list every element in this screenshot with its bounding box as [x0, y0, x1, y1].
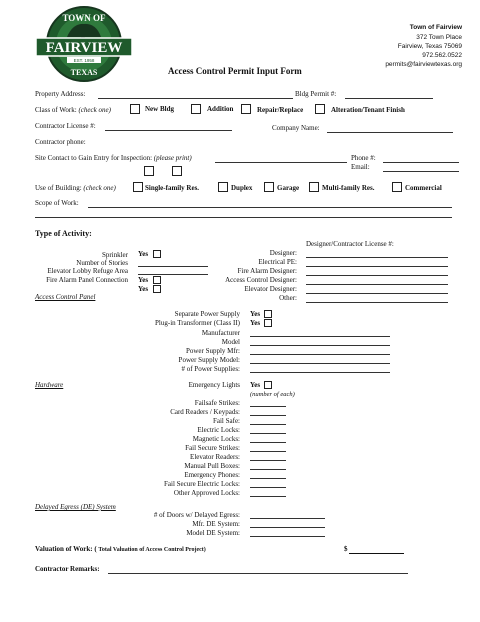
hardware-section-title: Hardware: [35, 381, 64, 389]
hardware-item-field[interactable]: [250, 442, 286, 443]
power-supplies-count-field[interactable]: [250, 372, 390, 373]
svg-text:TOWN OF: TOWN OF: [62, 13, 106, 23]
activity-heading: Type of Activity:: [35, 229, 92, 238]
alteration-checkbox[interactable]: [315, 104, 325, 114]
sprinkler-label: Sprinkler: [101, 251, 128, 259]
emergency-lights-checkbox[interactable]: [264, 381, 272, 389]
repair-replace-checkbox[interactable]: [241, 104, 251, 114]
scope-of-work-field-1[interactable]: [88, 207, 452, 208]
multi-family-checkbox[interactable]: [309, 182, 319, 192]
use-of-building-label: Use of Building: (check one): [35, 184, 116, 192]
svg-text:EST. 1958: EST. 1958: [73, 58, 95, 63]
email-label: Email:: [351, 163, 370, 171]
acp-yes: Yes: [138, 285, 149, 293]
electrical-pe-label: Electrical PE:: [258, 258, 297, 266]
hardware-item-label: Failsafe Strikes:: [194, 399, 240, 407]
transformer-checkbox[interactable]: [264, 319, 272, 327]
scope-of-work-field-2[interactable]: [35, 217, 452, 218]
hardware-item-label: Magnetic Locks:: [192, 435, 240, 443]
town-city: Fairview, Texas 75069: [397, 43, 462, 50]
power-supply-model-field[interactable]: [250, 363, 390, 364]
alteration-label: Alteration/Tenant Finish: [331, 106, 405, 114]
de-model-label: Model DE System:: [186, 529, 240, 537]
phone-label: Phone #:: [351, 154, 376, 162]
access-control-designer-field[interactable]: [306, 284, 448, 285]
logo-name: FAIRVIEW: [45, 40, 123, 56]
alarm-panel-label: Fire Alarm Panel Connection: [46, 276, 128, 284]
other-field[interactable]: [306, 302, 448, 303]
duplex-label: Duplex: [231, 184, 253, 192]
access-control-designer-label: Access Control Designer:: [225, 276, 297, 284]
hardware-item-label: Emergency Phones:: [184, 471, 240, 479]
multi-family-label: Multi-family Res.: [322, 184, 375, 192]
property-address-field[interactable]: [98, 98, 293, 99]
elevator-designer-label: Elevator Designer:: [244, 285, 297, 293]
duplex-checkbox[interactable]: [218, 182, 228, 192]
new-bldg-label: New Bldg: [145, 105, 174, 113]
de-doors-label: # of Doors w/ Delayed Egress:: [153, 511, 240, 519]
alarm-panel-yes-checkbox[interactable]: [153, 276, 161, 284]
valuation-label: Valuation of Work: ( Total Valuation of Access Control Project): [35, 545, 206, 553]
stories-field[interactable]: [138, 266, 208, 267]
hardware-item-label: Fail Secure Electric Locks:: [164, 480, 240, 488]
de-doors-field[interactable]: [250, 518, 325, 519]
lobby-refuge-label: Elevator Lobby Refuge Area: [47, 267, 128, 275]
hardware-item-field[interactable]: [250, 496, 286, 497]
stories-label: Number of Stories: [76, 259, 128, 267]
manufacturer-label: Manufacturer: [201, 329, 240, 337]
hardware-item-field[interactable]: [250, 487, 286, 488]
town-seal-logo: [31, 4, 137, 84]
designer-label: Designer:: [269, 249, 297, 257]
de-model-field[interactable]: [250, 536, 325, 537]
separate-power-label: Separate Power Supply: [174, 310, 240, 318]
de-mfr-field[interactable]: [250, 527, 325, 528]
alarm-panel-yes: Yes: [138, 276, 149, 284]
hardware-item-field[interactable]: [250, 433, 286, 434]
contractor-remarks-label: Contractor Remarks:: [35, 565, 100, 573]
designer-license-label: Designer/Contractor License #:: [306, 240, 394, 248]
model-field[interactable]: [250, 345, 390, 346]
sprinkler-yes-checkbox[interactable]: [153, 250, 161, 258]
site-contact-field[interactable]: [215, 162, 347, 163]
hardware-item-label: Elevator Readers:: [190, 453, 240, 461]
separate-power-yes: Yes: [250, 310, 261, 318]
contractor-license-label: Contractor License #:: [35, 122, 96, 130]
garage-label: Garage: [277, 184, 300, 192]
emergency-lights-yes: Yes: [250, 381, 261, 389]
plug-in-transformer-label: Plug-in Transformer (Class II): [155, 319, 240, 327]
fire-alarm-designer-field[interactable]: [306, 275, 448, 276]
valuation-dollar: $: [344, 545, 348, 553]
hardware-item-field[interactable]: [250, 469, 286, 470]
separate-power-checkbox[interactable]: [264, 310, 272, 318]
bldg-permit-label: Bldg Permit #:: [295, 90, 337, 98]
sprinkler-yes: Yes: [138, 250, 149, 258]
de-mfr-label: Mfr. DE System:: [192, 520, 240, 528]
commercial-checkbox[interactable]: [392, 182, 402, 192]
garage-checkbox[interactable]: [264, 182, 274, 192]
property-address-label: Property Address:: [35, 90, 86, 98]
addition-label: Addition: [207, 105, 234, 113]
repair-replace-label: Repair/Replace: [257, 106, 304, 114]
hardware-item-label: Fail Safe:: [212, 417, 240, 425]
hardware-item-field[interactable]: [250, 406, 286, 407]
hardware-item-label: Electric Locks:: [197, 426, 240, 434]
blank-checkbox-2[interactable]: [172, 166, 182, 176]
fire-alarm-designer-label: Fire Alarm Designer:: [237, 267, 297, 275]
de-section-title: Delayed Egress (DE) System: [35, 503, 116, 511]
hardware-item-field[interactable]: [250, 478, 286, 479]
form-title: Access Control Permit Input Form: [168, 66, 302, 76]
designer-field[interactable]: [306, 257, 448, 258]
power-supply-mfr-field[interactable]: [250, 354, 390, 355]
town-name: Town of Fairview: [409, 24, 462, 31]
valuation-field[interactable]: [349, 553, 404, 554]
new-bldg-checkbox[interactable]: [130, 104, 140, 114]
commercial-label: Commercial: [405, 184, 442, 192]
contractor-remarks-field[interactable]: [108, 573, 408, 574]
contractor-phone-label: Contractor phone:: [35, 138, 86, 146]
site-contact-label: Site Contact to Gain Entry for Inspection: (please print): [35, 154, 192, 162]
hardware-item-label: Fail Secure Strikes:: [185, 444, 240, 452]
single-family-label: Single-family Res.: [145, 184, 200, 192]
town-phone: 972.562.0522: [422, 52, 462, 59]
contractor-license-field[interactable]: [105, 130, 232, 131]
phone-field[interactable]: [383, 162, 459, 163]
acp-yes-checkbox[interactable]: [153, 285, 161, 293]
emergency-lights-label: Emergency Lights: [188, 381, 240, 389]
bldg-permit-field[interactable]: [345, 98, 433, 99]
town-email[interactable]: permits@fairviewtexas.org: [385, 61, 462, 68]
svg-text:TEXAS: TEXAS: [70, 68, 98, 77]
hardware-item-field[interactable]: [250, 451, 286, 452]
power-supplies-count-label: # of Power Supplies:: [181, 365, 240, 373]
number-of-each-note: (number of each): [250, 391, 295, 398]
company-name-field[interactable]: [327, 132, 453, 133]
single-family-checkbox[interactable]: [133, 182, 143, 192]
blank-checkbox-1[interactable]: [144, 166, 154, 176]
hardware-item-field[interactable]: [250, 424, 286, 425]
transformer-yes: Yes: [250, 319, 261, 327]
power-supply-mfr-label: Power Supply Mfr:: [185, 347, 240, 355]
elevator-designer-field[interactable]: [306, 293, 448, 294]
hardware-item-label: Other Approved Locks:: [173, 489, 240, 497]
town-street: 372 Town Place: [416, 34, 462, 41]
acp-section-title: Access Control Panel: [35, 293, 96, 301]
manufacturer-field[interactable]: [250, 336, 390, 337]
company-name-label: Company Name:: [272, 124, 320, 132]
model-label: Model: [221, 338, 240, 346]
hardware-item-field[interactable]: [250, 415, 286, 416]
addition-checkbox[interactable]: [191, 104, 201, 114]
other-label: Other:: [279, 294, 297, 302]
hardware-item-label: Manual Pull Boxes:: [184, 462, 240, 470]
power-supply-model-label: Power Supply Model:: [178, 356, 240, 364]
class-of-work-label: Class of Work: (check one): [35, 106, 111, 114]
lobby-refuge-field[interactable]: [138, 274, 208, 275]
electrical-pe-field[interactable]: [306, 266, 448, 267]
hardware-item-label: Card Readers / Keypads:: [170, 408, 240, 416]
hardware-item-field[interactable]: [250, 460, 286, 461]
email-field[interactable]: [383, 171, 459, 172]
scope-of-work-label: Scope of Work:: [35, 199, 79, 207]
